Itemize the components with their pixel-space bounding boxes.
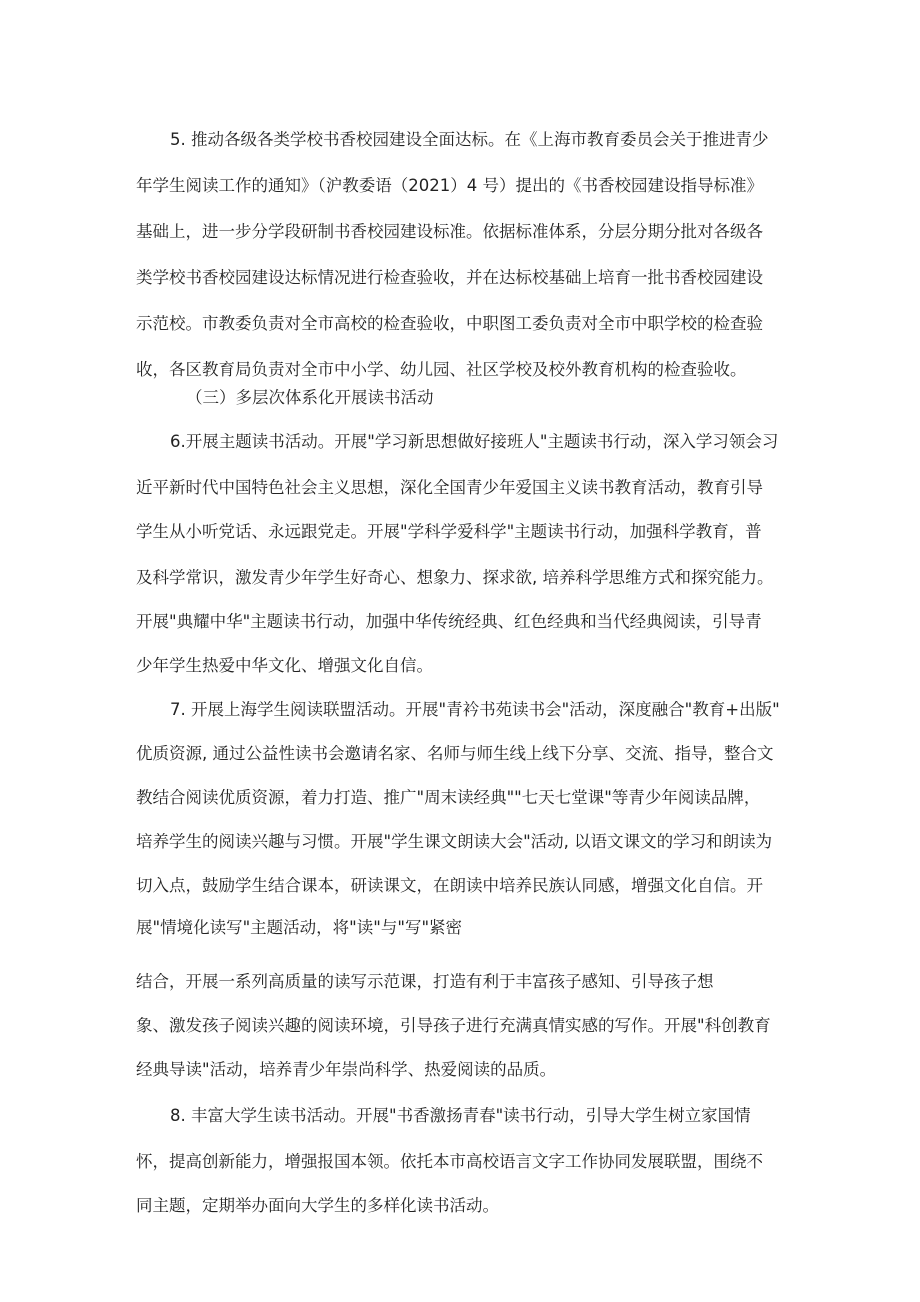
text-line: 近平新时代中国特色社会主义思想，深化全国青少年爱国主义读书教育活动，教育引导	[136, 478, 763, 497]
text-line: 经典导读"活动，培养青少年崇尚科学、热爱阅读的品质。	[136, 1060, 557, 1079]
text-line: 切入点，鼓励学生结合课本，研读课文，在朗读中培养民族认同感，增强文化自信。开	[136, 876, 763, 895]
text-line: 少年学生热爱中华文化、增强文化自信。	[136, 656, 433, 675]
text-line: 怀，提高创新能力，增强报国本领。依托本市高校语言文字工作协同发展联盟，围绕不	[136, 1152, 763, 1171]
text-line: 开展"典耀中华"主题读书行动，加强中华传统经典、红色经典和当代经典阅读，引导青	[136, 612, 762, 631]
text-line: 年学生阅读工作的通知》（沪教委语（2021）4 号）提出的《书香校园建设指导标准》	[136, 176, 763, 195]
text-line: 培养学生的阅读兴趣与习惯。开展"学生课文朗读大会"活动, 以语文课文的学习和朗读为	[136, 832, 773, 851]
text-line: 基础上，进一步分学段研制书香校园建设标准。依据标准体系，分层分期分批对各级各	[136, 222, 763, 241]
text-line: 类学校书香校园建设达标情况进行检查验收，并在达标校基础上培育一批书香校园建设	[136, 268, 763, 287]
text-line: 结合，开展一系列高质量的读写示范课，打造有利于丰富孩子感知、引导孩子想	[136, 972, 714, 991]
text-line: 8. 丰富大学生读书活动。开展"书香激扬青春"读书行动，引导大学生树立家国情	[170, 1106, 751, 1125]
text-line: 5. 推动各级各类学校书香校园建设全面达标。在《上海市教育委员会关于推进青少	[170, 130, 769, 149]
text-line: 同主题，定期举办面向大学生的多样化读书活动。	[136, 1196, 499, 1215]
text-line: 示范校。市教委负责对全市高校的检查验收，中职图工委负责对全市中职学校的检查验	[136, 314, 763, 333]
text-line: 学生从小听党话、永远跟党走。开展"学科学爱科学"主题读书行动，加强科学教育，普	[136, 522, 762, 541]
text-line: 收，各区教育局负责对全市中小学、幼儿园、社区学校及校外教育机构的检查验收。	[136, 360, 747, 379]
section-heading: （三）多层次体系化开展读书活动	[186, 388, 434, 407]
text-line: 展"情境化读写"主题活动，将"读"与"写"紧密	[136, 918, 463, 937]
text-line: 及科学常识，激发青少年学生好奇心、想象力、探求欲, 培养科学思维方式和探究能力。	[136, 568, 774, 587]
text-line: 教结合阅读优质资源，着力打造、推广"周末读经典""七天七堂课"等青少年阅读品牌，	[136, 788, 761, 807]
text-line: 象、激发孩子阅读兴趣的阅读环境，引导孩子进行充满真情实感的写作。开展"科创教育	[136, 1016, 771, 1035]
text-line: 7. 开展上海学生阅读联盟活动。开展"青衿书苑读书会"活动，深度融合"教育+出版"	[170, 700, 780, 719]
text-line: 优质资源, 通过公益性读书会邀请名家、名师与师生线上线下分享、交流、指导，整合文	[136, 744, 774, 763]
text-line: 6.开展主题读书活动。开展"学习新思想做好接班人"主题读书行动，深入学习领会习	[170, 432, 779, 451]
